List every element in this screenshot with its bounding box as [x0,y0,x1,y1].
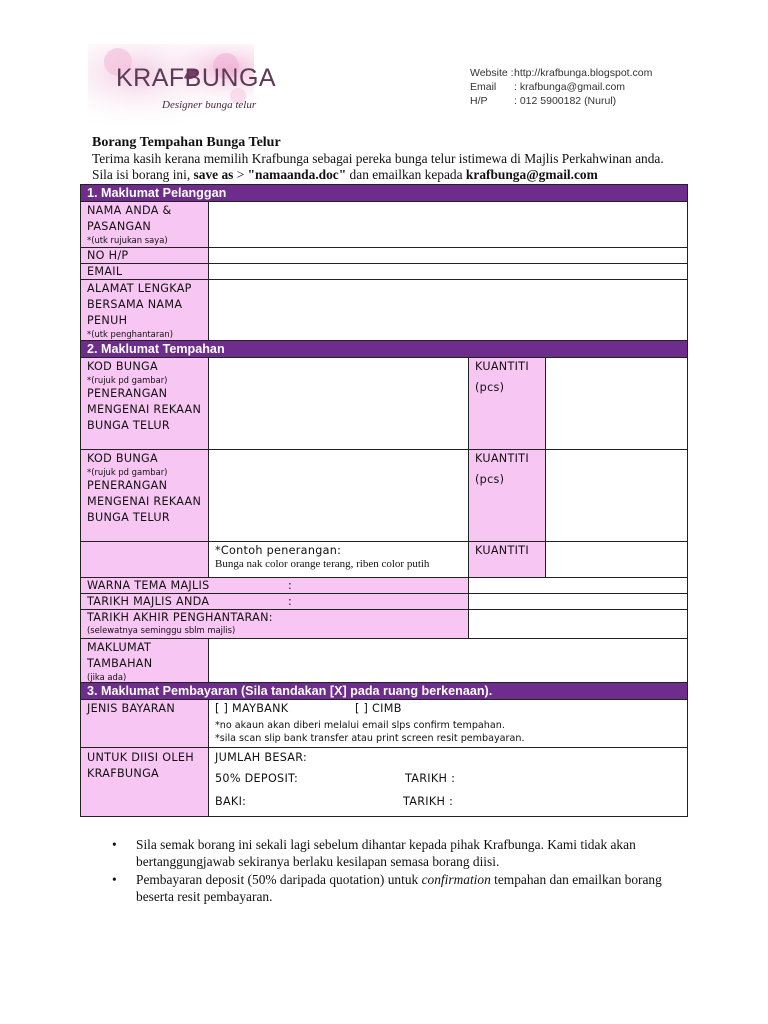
kod-note: *(rujuk pd gambar) [87,375,168,385]
nama-input[interactable] [208,202,687,247]
jumlah-label: JUMLAH BESAR: [215,751,308,764]
contoh-qty-input[interactable] [545,542,687,577]
krafbunga-logo [88,44,277,128]
tambahan-label: MAKLUMAT TAMBAHAN [87,641,153,670]
alamat-label-cell [81,280,208,340]
cimb-checkbox[interactable]: [ ] CIMB [355,702,402,715]
warna-label: WARNA TEMA MAJLIS [87,579,210,592]
intro-save-as: save as [193,167,234,182]
form-title: Borang Tempahan Bunga Telur [92,135,281,150]
item-2-qty-label-cell [468,450,545,541]
tarikh-majlis-label: TARIKH MAJLIS ANDA [87,595,210,608]
note-text-2 [136,871,672,905]
alamat-input[interactable] [208,280,687,340]
item-1-qty-label-cell [468,358,545,449]
tarikh-akhir-note: (selewatnya seminggu sblm majlis) [87,625,236,635]
item-1-label-cell [81,358,208,449]
contoh-text: Bunga nak color orange terang, riben color putih [215,558,430,570]
colon: : [288,595,293,608]
pcs-label: (pcs) [475,473,505,486]
baki-label: BAKI: [215,795,247,808]
nama-label-cell [81,202,208,247]
hp-label: NO H/P [81,248,208,263]
note-text-2a: Pembayaran deposit (50% daripada quotation) untuk [136,872,422,887]
row-tarikh-majlis [81,593,687,609]
row-item-1 [81,357,687,449]
tarikh-akhir-label: TARIKH AKHIR PENGHANTARAN: [87,611,273,624]
hp-input[interactable] [208,248,687,263]
deposit-row [215,767,681,790]
section-1-header: 1. Maklumat Pelanggan [81,185,687,201]
payment-note-2: *sila scan slip bank transfer atau print screen resit pembayaran. [215,733,525,744]
note-text-2-italic: confirmation [421,872,491,887]
kuantiti-label: KUANTITI [475,452,529,465]
jenis-cell [208,700,687,747]
contact-value: http://krafbunga.blogspot.com [514,67,653,79]
contoh-label-cell [81,542,208,577]
penerangan-label: PENERANGAN MENGENAI REKAAN BUNGA TELUR [87,479,202,524]
intro-text-2: dan emailkan kepada [346,167,466,182]
contact-phone [470,94,652,108]
intro-paragraph [92,151,672,183]
alamat-label: ALAMAT LENGKAP BERSAMA NAMA PENUH [87,282,192,327]
email-input[interactable] [208,264,687,279]
contoh-label: *Contoh penerangan: [215,544,342,557]
row-email [81,263,687,279]
tambahan-input[interactable] [208,639,687,682]
logo-tagline: Designer bunga telur [162,99,257,111]
notes-list [112,836,672,906]
contact-label: Website : [470,67,514,79]
intro-email: krafbunga@gmail.com [465,167,598,182]
untuk-label: UNTUK DIISI OLEH KRAFBUNGA [81,748,208,816]
logo-text: KRAFBUNGA [116,64,277,92]
warna-label-cell [81,578,468,593]
alamat-note: *(utk penghantaran) [87,329,173,339]
item-2-label-cell [81,450,208,541]
row-nama [81,201,687,247]
section-2-header: 2. Maklumat Tempahan [81,340,687,357]
item-2-description-input[interactable] [208,450,468,541]
colon: : [288,579,293,592]
baki-tarikh-label: TARIKH : [403,795,454,808]
kod-note: *(rujuk pd gambar) [87,467,168,477]
jenis-label: JENIS BAYARAN [81,700,208,747]
contact-label: H/P [470,95,488,107]
intro-arrow: > [233,167,248,182]
item-1-qty-input[interactable] [545,358,687,449]
row-alamat [81,279,687,340]
row-tarikh-akhir [81,609,687,638]
payment-summary-cell [208,748,687,816]
warna-input[interactable] [468,578,687,593]
payment-note-1: *no akaun akan diberi melalui email slps confirm tempahan. [215,720,505,731]
tarikh-majlis-input[interactable] [468,594,687,609]
row-item-2 [81,449,687,541]
kod-label: KOD BUNGA [87,452,158,465]
kuantiti-label: KUANTITI [475,544,529,557]
baki-row [215,790,681,813]
contoh-qty-label-cell [468,542,545,577]
row-hp [81,247,687,263]
contact-website [470,66,652,80]
bullet-icon: • [112,837,117,852]
contact-value: : krafbunga@gmail.com [514,81,626,93]
deposit-tarikh-label: TARIKH : [405,772,456,785]
row-contoh [81,541,687,577]
deposit-label: 50% DEPOSIT: [215,772,299,785]
tambahan-note: (jika ada) [87,672,127,682]
contact-label: Email [470,81,497,93]
note-text-1: Sila semak borang ini sekali lagi sebelum dihantar kepada pihak Krafbunga. Kami tidak akan bertanggungjawab sekiranya berlaku kesilapan semasa borang diisi. [136,837,636,869]
nama-note: *(utk rujukan saya) [87,235,168,245]
intro-filename: "namaanda.doc" [247,167,347,182]
tarikh-akhir-label-cell [81,610,468,638]
tarikh-majlis-label-cell [81,594,468,609]
pcs-label: (pcs) [475,381,505,394]
nama-label: NAMA ANDA & PASANGAN [87,204,172,233]
contact-email [470,80,652,94]
bullet-icon: • [112,872,117,887]
tambahan-label-cell [81,639,208,682]
contact-block [470,66,652,108]
tarikh-akhir-input[interactable] [468,610,687,638]
section-3-header: 3. Maklumat Pembayaran (Sila tandakan [X] pada ruang berkenaan). [81,682,687,699]
contact-value: : 012 5900182 (Nurul) [514,95,617,107]
list-item [112,836,672,870]
email-label: EMAIL [81,264,208,279]
contoh-cell [208,542,468,577]
row-warna [81,577,687,593]
item-2-qty-input[interactable] [545,450,687,541]
item-1-description-input[interactable] [208,358,468,449]
row-untuk-diisi [81,747,687,816]
kod-label: KOD BUNGA [87,360,158,373]
maybank-checkbox[interactable]: [ ] MAYBANK [215,702,289,715]
payment-options [215,701,681,716]
note-text-2b: tempahan dan emailkan borang beserta resit pembayaran. [136,872,662,904]
kuantiti-label: KUANTITI [475,360,529,373]
row-tambahan [81,638,687,682]
row-jenis-bayaran [81,699,687,747]
list-item [112,871,672,905]
penerangan-label: PENERANGAN MENGENAI REKAAN BUNGA TELUR [87,387,202,432]
intro-text: Terima kasih kerana memilih Krafbunga sebagai pereka bunga telur istimewa di Majlis Perkahwinan anda. Sila isi borang ini, [92,151,664,182]
order-form-table [80,184,688,817]
